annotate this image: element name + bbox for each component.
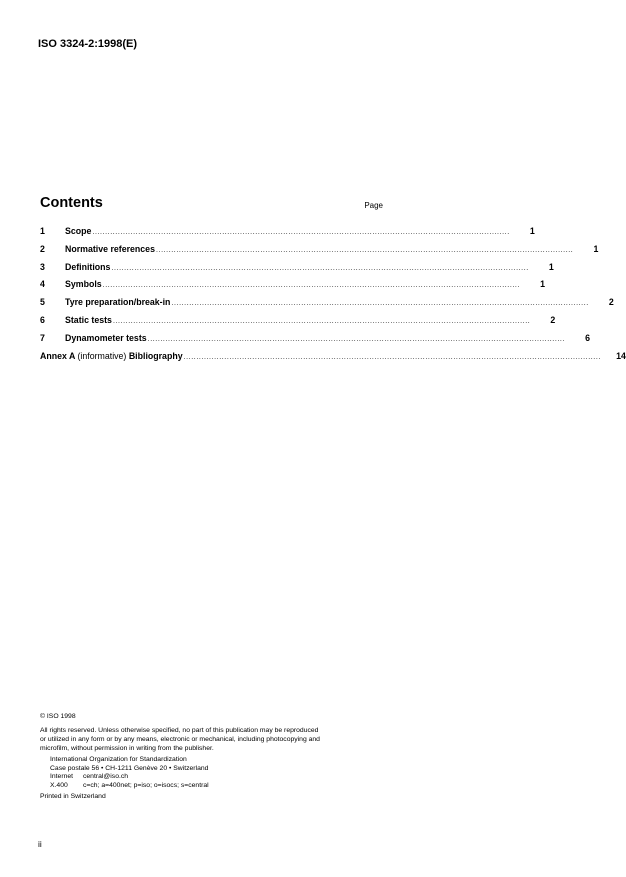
toc-entry-page: 1 [593,243,599,254]
toc-entry[interactable] [40,261,554,280]
dot-leader: .................................................................................................................................................................... [92,229,510,236]
toc-entry[interactable] [40,332,591,351]
toc-entry[interactable] [40,314,556,333]
toc-annex-title [40,351,183,361]
toc-entry-title: Dynamometer tests [65,332,147,343]
dot-leader: .................................................................................................................................................................... [183,353,601,361]
dot-leader: .................................................................................................................................................................... [102,282,521,290]
toc-entry-page: 1 [529,226,535,236]
annex-note: (informative) [77,350,127,361]
toc-entry-title: Normative references [65,243,155,254]
toc-entry-number: 2 [40,243,45,254]
toc-entry-number: 6 [40,314,45,325]
document-id-header: ISO 3324-2:1998(E) [38,38,138,50]
rights-line: or utilized in any form or by any means, electronic or mechanical, including photocopying and [40,735,320,743]
toc-entry-title: Static tests [65,314,112,325]
internet-email[interactable]: central@iso.ch [83,773,129,781]
rights-line: microfilm, without permission in writing from the publisher. [40,744,214,752]
toc-entry[interactable] [40,226,535,244]
copyright-notice [40,713,385,802]
contents-heading: Contents [40,195,103,211]
toc-entry-title: Scope [65,226,92,236]
postal-address: Case postale 56 • CH-1211 Genève 20 • Switzerland [50,764,209,772]
copyright-line: © ISO 1998 [40,713,76,720]
toc-entry-title: Symbols [65,279,102,290]
toc-entry-number: 1 [40,226,45,236]
x400-address: c=ch; a=400net; p=iso; o=isocs; s=central [83,782,209,790]
toc-entry[interactable] [40,297,614,315]
toc-entry-number: 3 [40,261,45,272]
toc-entry-page: 2 [550,314,556,325]
table-of-contents [40,226,626,368]
rights-line: All rights reserved. Unless otherwise specified, no part of this publication may be reproduced [40,726,319,734]
page-column-label: Page [364,201,383,210]
toc-entry-number: 5 [40,297,45,308]
rights-statement [40,727,385,754]
toc-entry-page: 2 [608,297,614,308]
toc-entry-page: 6 [585,332,591,343]
toc-entry-title: Definitions [65,261,111,272]
dot-leader: .................................................................................................................................................................... [171,300,589,308]
dot-leader: .................................................................................................................................................................... [155,246,574,254]
toc-entry-page: 1 [540,279,546,290]
x400-contact [50,782,385,791]
toc-entry-title: Tyre preparation/break-in [65,297,171,308]
dot-leader: .................................................................................................................................................................... [147,335,566,343]
toc-entry-number: 4 [40,279,45,290]
printed-in: Printed in Switzerland [40,793,106,801]
dot-leader: .................................................................................................................................................................... [111,264,529,272]
organization-name: International Organization for Standardization [50,755,187,763]
publisher-address [40,756,385,792]
x400-label: X.400 [50,782,68,790]
internet-label: Internet [50,773,74,781]
page-number: ii [38,839,42,849]
toc-annex-entry[interactable] [40,350,626,369]
annex-title: Bibliography [128,350,183,361]
toc-entry[interactable] [40,279,546,297]
toc-entry-page: 1 [548,261,554,272]
annex-prefix: Annex A [40,350,76,361]
toc-entry[interactable] [40,243,599,262]
internet-contact [50,773,385,782]
toc-annex-page: 14 [616,350,626,361]
toc-entry-number: 7 [40,332,45,343]
dot-leader: .................................................................................................................................................................... [112,317,531,325]
